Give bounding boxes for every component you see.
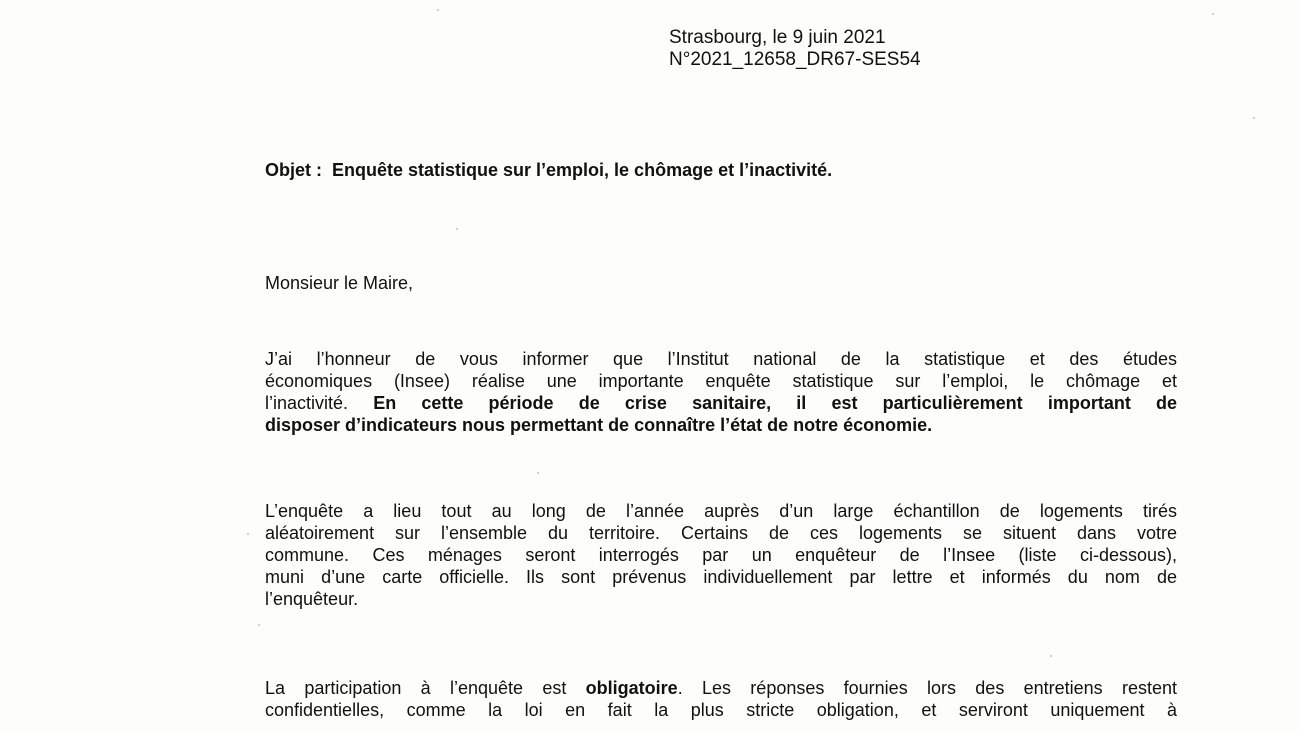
text-bold: disposer d’indicateurs nous permettant de connaître l’état de notre économie.: [265, 415, 933, 435]
paragraph-line: L’enquête a lieu tout au long de l’année auprès d’un large échantillon de logements tirés: [265, 501, 1177, 521]
paragraph-sample: [265, 500, 1177, 610]
place-date: Strasbourg, le 9 juin 2021: [669, 27, 886, 48]
scan-speck: [247, 533, 249, 535]
paragraph-insee-survey: [265, 348, 1177, 436]
paragraph-line: [265, 392, 1177, 414]
paragraph-line: économiques (Insee) réalise une importante enquête statistique sur l’emploi, le chômage et: [265, 371, 1177, 391]
salutation: Monsieur le Maire,: [265, 273, 414, 293]
paragraph-line: confidentielles, comme la loi en fait la plus stricte obligation, et serviront uniquement à: [265, 700, 1177, 720]
paragraph-obligation: [265, 677, 1177, 721]
paragraph-line: [265, 677, 1177, 699]
paragraph-line: muni d’une carte officielle. Ils sont prévenus individuellement par lettre et informés du nom de: [265, 567, 1177, 587]
paragraph-line: J’ai l’honneur de vous informer que l’Institut national de la statistique et des études: [265, 349, 1177, 369]
letter-subject: Objet : Enquête statistique sur l’emploi, le chômage et l’inactivité.: [265, 160, 833, 180]
scan-speck: [258, 624, 260, 626]
reference-number: N°2021_12658_DR67-SES54: [669, 49, 921, 70]
paragraph-line: aléatoirement sur l’ensemble du territoire. Certains de ces logements se situent dans votre: [265, 523, 1177, 543]
paragraph-line: l’enquêteur.: [265, 589, 359, 609]
scan-speck: [456, 228, 458, 230]
scan-speck: [1212, 13, 1214, 15]
scan-speck: [437, 9, 439, 11]
text-normal: l’inactivité.: [265, 393, 374, 413]
scan-speck: [537, 472, 539, 474]
text-bold: obligatoire: [585, 678, 678, 698]
text-bold: En cette période de crise sanitaire, il est particulièrement important de: [373, 393, 1177, 413]
text-normal: . Les réponses fournies lors des entretiens restent: [677, 678, 1178, 698]
scan-speck: [1050, 655, 1052, 657]
text-normal: La participation à l’enquête est: [265, 678, 586, 698]
paragraph-line: [265, 414, 1177, 436]
paragraph-line: commune. Ces ménages seront interrogés par un enquêteur de l’Insee (liste ci-dessous),: [265, 545, 1177, 565]
letter-header: [669, 27, 921, 71]
scan-speck: [1253, 117, 1255, 119]
